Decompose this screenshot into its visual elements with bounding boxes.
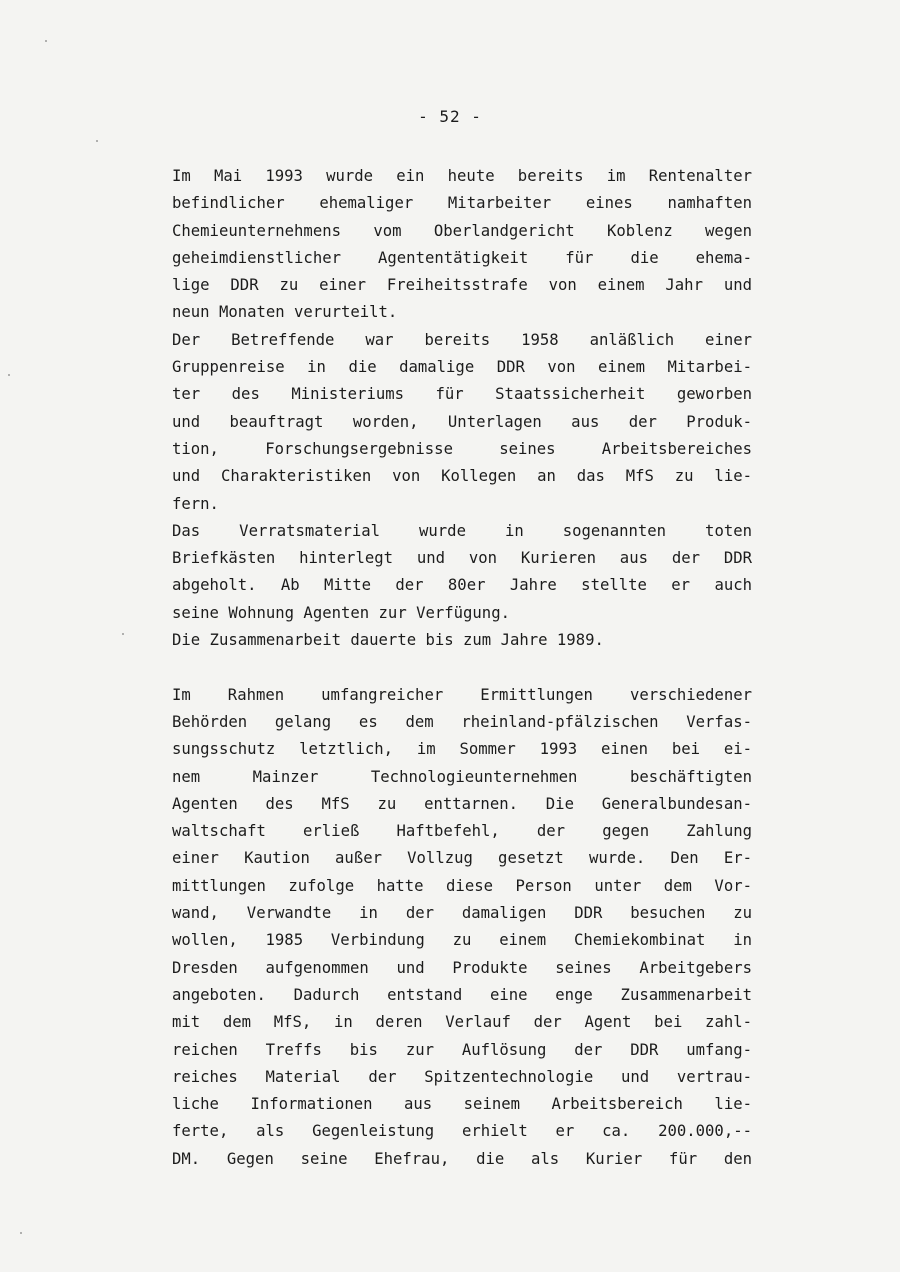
text-line: wand, Verwandte in der damaligen DDR besuchen zu (172, 904, 752, 923)
text-line: einer Kaution außer Vollzug gesetzt wurde. Den Er- (172, 849, 752, 868)
scan-speck (45, 40, 47, 42)
text-line: DM. Gegen seine Ehefrau, die als Kurier für den (172, 1149, 752, 1168)
text-line: reiches Material der Spitzentechnologie und vertrau- (172, 1067, 752, 1086)
text-line: Briefkästen hinterlegt und von Kurieren aus der DDR (172, 549, 752, 568)
text-line: und beauftragt worden, Unterlagen aus der Produk- (172, 412, 752, 431)
text-line: ferte, als Gegenleistung erhielt er ca. 200.000,-- (172, 1122, 752, 1141)
text-line: sungsschutz letztlich, im Sommer 1993 einen bei ei- (172, 740, 752, 759)
text-line: mittlungen zufolge hatte diese Person unter dem Vor- (172, 876, 752, 895)
text-line: seine Wohnung Agenten zur Verfügung. (172, 603, 510, 622)
text-line: liche Informationen aus seinem Arbeitsbereich lie- (172, 1095, 752, 1114)
scan-speck (20, 1232, 22, 1234)
text-line: ter des Ministeriums für Staatssicherheit geworben (172, 385, 752, 404)
text-line: Behörden gelang es dem rheinland-pfälzischen Verfas- (172, 712, 752, 731)
text-line: wollen, 1985 Verbindung zu einem Chemiekombinat in (172, 931, 752, 950)
page-number: - 52 - (418, 107, 482, 126)
text-line: geheimdienstlicher Agententätigkeit für die ehema- (172, 248, 752, 267)
text-line: Das Verratsmaterial wurde in sogenannten toten (172, 521, 752, 540)
scan-speck (96, 140, 98, 142)
text-line: Gruppenreise in die damalige DDR von einem Mitarbei- (172, 358, 752, 377)
text-line: neun Monaten verurteilt. (172, 303, 398, 322)
text-line: Im Mai 1993 wurde ein heute bereits im Rentenalter (172, 167, 752, 185)
text-line: angeboten. Dadurch entstand eine enge Zusammenarbeit (172, 985, 752, 1004)
text-line: tion, Forschungsergebnisse seines Arbeitsbereiches (172, 439, 752, 458)
text-line: befindlicher ehemaliger Mitarbeiter eines namhaften (172, 194, 752, 213)
body-text (172, 163, 752, 1173)
text-line: reichen Treffs bis zur Auflösung der DDR umfang- (172, 1040, 752, 1059)
text-line: Dresden aufgenommen und Produkte seines Arbeitgebers (172, 958, 752, 977)
text-line: nem Mainzer Technologieunternehmen beschäftigten (172, 767, 752, 786)
text-line: mit dem MfS, in deren Verlauf der Agent bei zahl- (172, 1013, 752, 1032)
text-line: Chemieunternehmens vom Oberlandgericht Koblenz wegen (172, 221, 752, 240)
text-line: lige DDR zu einer Freiheitsstrafe von einem Jahr und (172, 276, 752, 295)
text-line: Agenten des MfS zu enttarnen. Die Generalbundesan- (172, 794, 752, 813)
text-line: und Charakteristiken von Kollegen an das MfS zu lie- (172, 467, 752, 486)
text-line: waltschaft erließ Haftbefehl, der gegen Zahlung (172, 822, 752, 841)
scan-speck (8, 374, 10, 376)
paragraph-gap (172, 654, 752, 681)
text-line: Die Zusammenarbeit dauerte bis zum Jahre 1989. (172, 631, 604, 650)
text-line: Im Rahmen umfangreicher Ermittlungen verschiedener (172, 685, 752, 704)
text-line: fern. (172, 494, 219, 513)
text-line: abgeholt. Ab Mitte der 80er Jahre stellte er auch (172, 576, 752, 595)
scan-speck (122, 633, 124, 635)
text-line: Der Betreffende war bereits 1958 anläßlich einer (172, 330, 752, 349)
